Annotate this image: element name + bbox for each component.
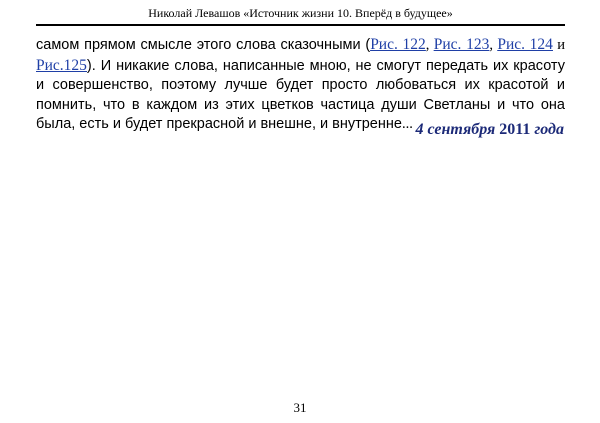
- link-separator: ,: [425, 37, 434, 53]
- figure-link-124[interactable]: Рис. 124: [497, 36, 553, 53]
- figure-link-125[interactable]: Рис.125: [36, 56, 87, 74]
- date-day: 4 сентября: [415, 121, 496, 138]
- page-number: 31: [293, 400, 307, 415]
- date-year: 2011: [499, 121, 531, 138]
- link-separator: и: [552, 37, 566, 53]
- date-signature: [415, 121, 564, 139]
- link-separator: ,: [489, 37, 498, 53]
- paragraph-text-rest: ). И никакие слова, написанные мною, не смогут передать их красоту и совершенство, поэтому лучше будет просто любоваться их красотой и помнить, что в каждом из этих цветков частица души Светланы и что она была, есть и будет прекрасной и внешне, и внутренне: [36, 57, 565, 132]
- paragraph-ellipsis: ...: [401, 116, 413, 132]
- date-word: года: [534, 121, 564, 138]
- body-paragraph: [36, 35, 565, 135]
- figure-link-122[interactable]: Рис. 122: [370, 36, 426, 53]
- paragraph-text-start: самом прямом смысле этого слова сказочными (: [36, 37, 371, 53]
- running-header: Николай Левашов «Источник жизни 10. Вперёд в будущее»: [36, 4, 565, 26]
- figure-link-123[interactable]: Рис. 123: [433, 36, 490, 53]
